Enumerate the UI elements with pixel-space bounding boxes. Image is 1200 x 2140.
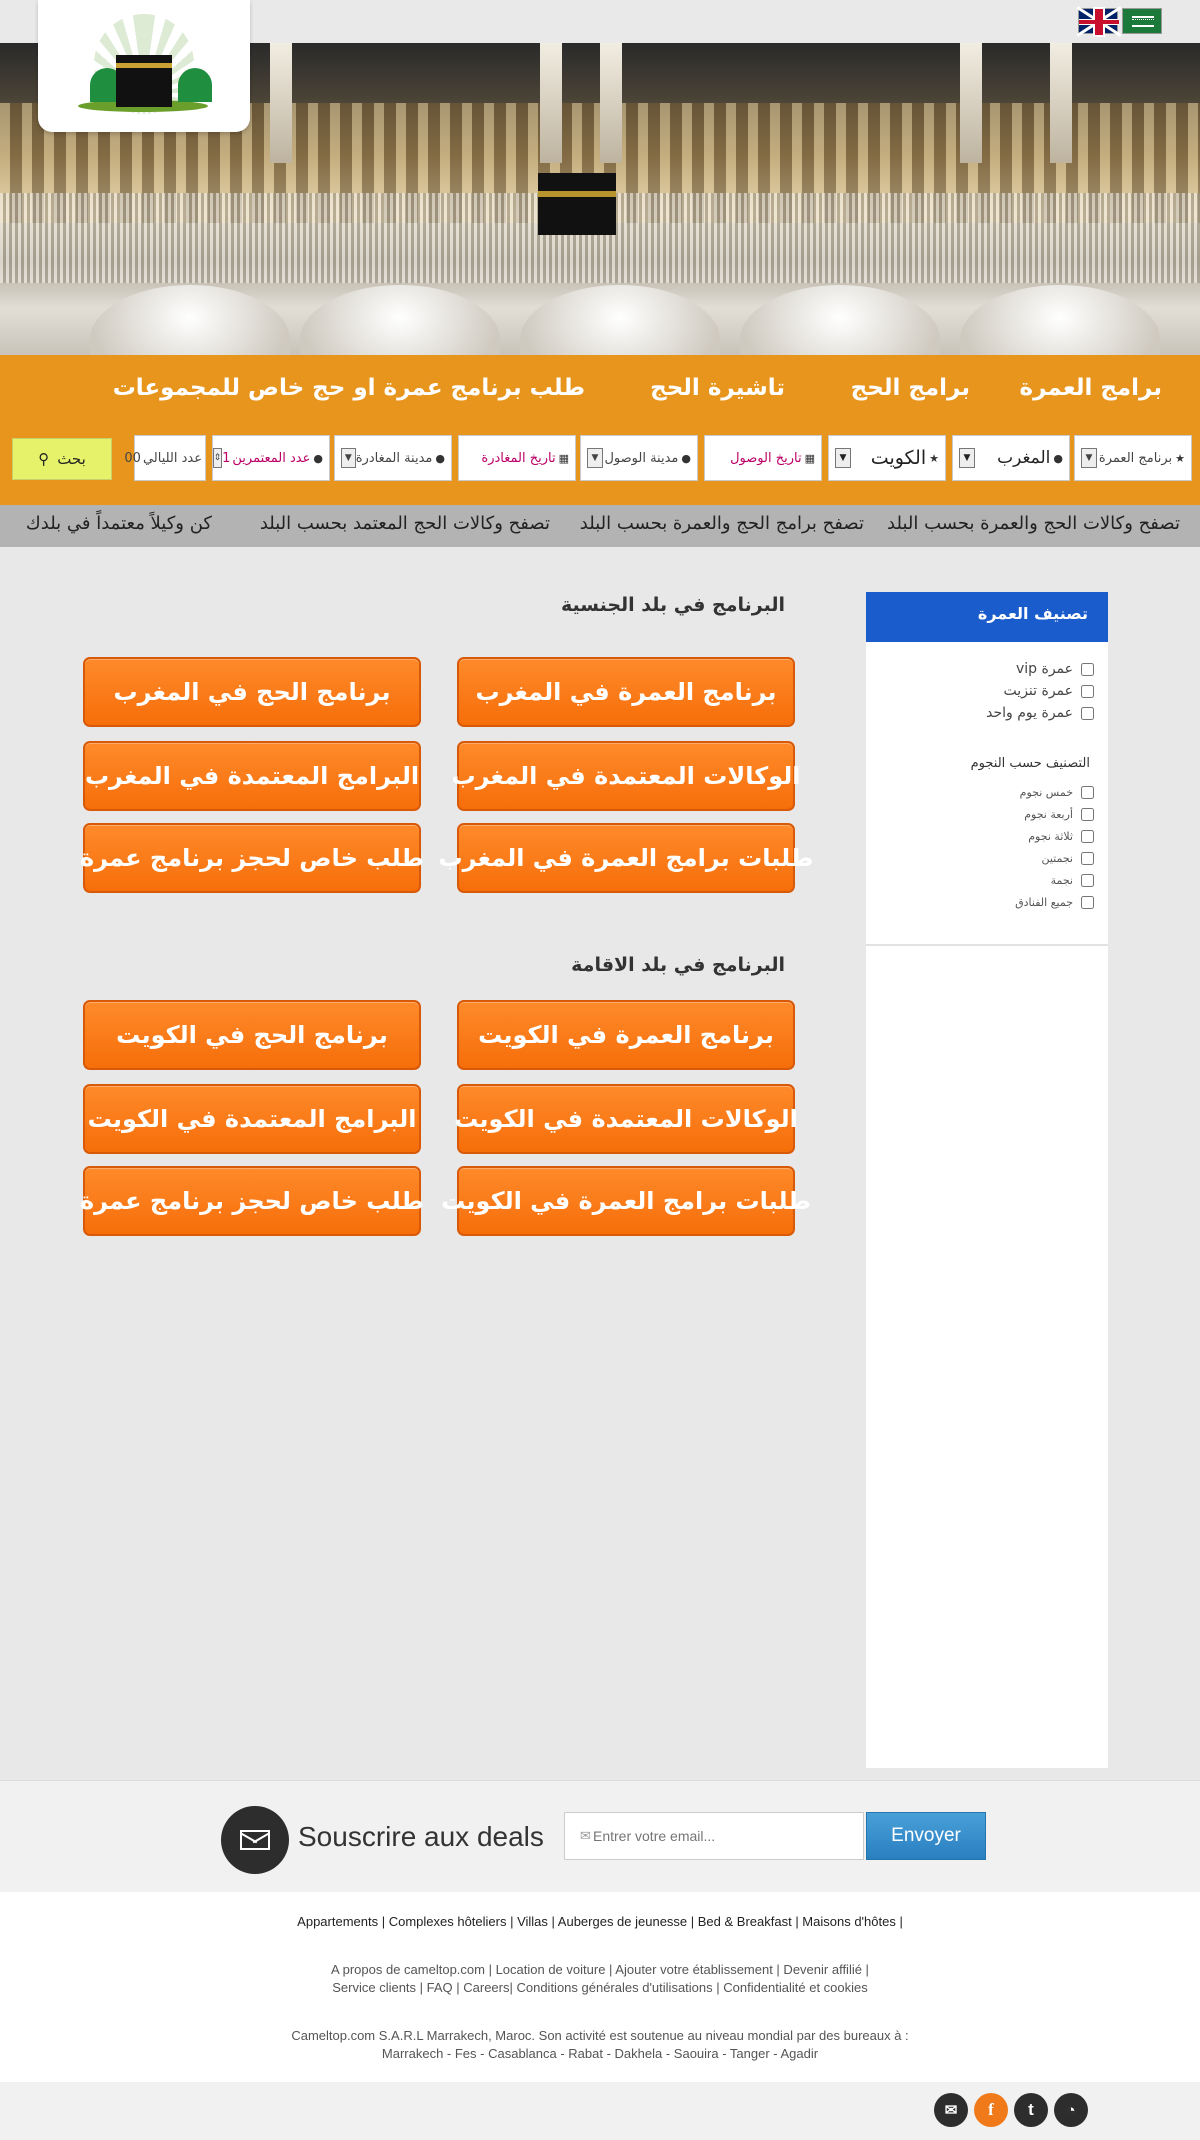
search-form (0, 435, 1200, 483)
filter-four-stars[interactable]: أربعة نجوم (880, 803, 1094, 825)
ticker-link-become-agent[interactable]: كن وكيلاً معتمداً في بلدك (25, 513, 212, 534)
chevron-down-icon: ▼ (587, 448, 603, 468)
nights-count-input[interactable]: عدد الليالي 00 (134, 435, 206, 481)
star-icon: ★ (1175, 451, 1185, 465)
saudi-flag-icon[interactable] (1122, 8, 1162, 34)
filter-umrah-vip[interactable]: عمرة vip (880, 658, 1094, 680)
checkbox[interactable] (1081, 852, 1094, 865)
map-pin-icon: ● (435, 451, 445, 465)
residence-select[interactable]: ★ الكويت ▼ (828, 435, 946, 481)
footer (0, 1892, 1200, 2140)
button-umrah-requests-nationality[interactable]: طلبات برامج العمرة في المغرب (457, 823, 795, 893)
nav-link-umrah-programs[interactable]: برامج العمرة (1019, 375, 1162, 401)
mail-icon[interactable]: ✉ (934, 2093, 968, 2127)
filter-umrah-discount[interactable]: عمرة تنزيت (880, 680, 1094, 702)
checkbox[interactable] (1081, 896, 1094, 909)
checkbox[interactable] (1081, 786, 1094, 799)
kaaba-image (538, 173, 616, 235)
chevron-down-icon: ▼ (959, 448, 975, 468)
filter-sidebar (866, 592, 1108, 1768)
button-umrah-program-nationality[interactable]: برنامج العمرة في المغرب (457, 657, 795, 727)
sidebar-title: تصنيف العمرة (866, 592, 1108, 642)
button-hajj-program-residence[interactable]: برنامج الحج في الكويت (83, 1000, 421, 1070)
departure-city-select[interactable]: ● مدينة المغادرة ▼ (334, 435, 452, 481)
envelope-icon: ✉ (580, 1829, 591, 1844)
ticker-link-programs-by-country[interactable]: تصفح برامج الحج والعمرة بحسب البلد (579, 513, 864, 534)
button-agencies-nationality[interactable]: الوكالات المعتمدة في المغرب (457, 741, 795, 811)
arrival-date-input[interactable]: ▦ تاريخ الوصول (704, 435, 822, 481)
nav-link-hajj-programs[interactable]: برامج الحج (850, 375, 970, 401)
chevron-down-icon: ▼ (835, 448, 851, 468)
footer-offices: Marrakech - Fes - Casablanca - Rabat - Dakhela - Saouira - Tanger - Agadir (381, 2046, 819, 2061)
main-nav (0, 355, 1200, 505)
nav-link-hajj-visa[interactable]: تاشيرة الحج (650, 375, 785, 401)
calendar-icon: ▦ (558, 451, 569, 465)
newsletter-title: Souscrire aux deals (298, 1821, 544, 1852)
nationality-select[interactable]: ● المغرب ▼ (952, 435, 1070, 481)
filter-three-stars[interactable]: ثلاثة نجوم (880, 825, 1094, 847)
sidebar-divider (866, 944, 1108, 946)
footer-service-links[interactable]: Service clients | FAQ | Careers| Conditions générales d'utilisations | Confidentialité et cookies (332, 1980, 868, 1995)
user-icon: ● (1053, 451, 1063, 465)
filter-one-star[interactable]: نجمة (880, 869, 1094, 891)
mail-icon (221, 1806, 289, 1874)
button-programs-residence[interactable]: البرامج المعتمدة في الكويت (83, 1084, 421, 1154)
departure-date-input[interactable]: ▦ تاريخ المغادرة (458, 435, 576, 481)
button-special-request-residence[interactable]: طلب خاص لحجز برنامج عمرة (83, 1166, 421, 1236)
filter-five-stars[interactable]: خمس نجوم (880, 781, 1094, 803)
checkbox[interactable] (1081, 830, 1094, 843)
newsletter-submit-button[interactable]: Envoyer (866, 1812, 986, 1860)
browse-links-bar (0, 505, 1200, 547)
filter-umrah-one-day[interactable]: عمرة يوم واحد (880, 702, 1094, 724)
facebook-icon[interactable]: f (974, 2093, 1008, 2127)
pilgrims-count-input[interactable]: ● عدد المعتمرين 1 ⇕ (212, 435, 330, 481)
search-button[interactable]: بحث ⚲ (12, 438, 112, 480)
footer-company-links[interactable]: A propos de cameltop.com | Location de voiture | Ajouter votre établissement | Devenir affilié | (331, 1962, 869, 1977)
ticker-link-hajj-agencies-by-country[interactable]: تصفح وكالات الحج المعتمد بحسب البلد (259, 513, 550, 534)
button-hajj-program-nationality[interactable]: برنامج الحج في المغرب (83, 657, 421, 727)
button-agencies-residence[interactable]: الوكالات المعتمدة في الكويت (457, 1084, 795, 1154)
footer-social-bar (0, 2082, 1200, 2140)
residence-section-title: البرنامج في بلد الاقامة (571, 954, 785, 976)
checkbox[interactable] (1081, 874, 1094, 887)
program-type-select[interactable]: ★ برنامج العمرة ▼ (1074, 435, 1192, 481)
calendar-icon: ▦ (804, 451, 815, 465)
checkbox[interactable] (1081, 707, 1094, 720)
button-special-request-nationality[interactable]: طلب خاص لحجز برنامج عمرة (83, 823, 421, 893)
twitter-icon[interactable]: t (1014, 2093, 1048, 2127)
uk-flag-icon[interactable] (1078, 8, 1118, 34)
chevron-down-icon: ▼ (341, 448, 356, 468)
site-logo[interactable] (38, 0, 250, 132)
checkbox[interactable] (1081, 685, 1094, 698)
search-icon: ⚲ (38, 450, 50, 468)
checkbox[interactable] (1081, 808, 1094, 821)
ticker-link-agencies-by-country[interactable]: تصفح وكالات الحج والعمرة بحسب البلد (887, 513, 1180, 534)
filter-all-hotels[interactable]: جميع الفنادق (880, 891, 1094, 913)
chevron-down-icon: ▼ (1081, 448, 1097, 468)
button-programs-nationality[interactable]: البرامج المعتمدة في المغرب (83, 741, 421, 811)
map-pin-icon: ● (681, 451, 691, 465)
stars-filter-title: التصنيف حسب النجوم (970, 756, 1090, 771)
user-icon: ● (313, 451, 323, 465)
star-icon: ★ (929, 451, 939, 465)
newsletter-email-input[interactable] (564, 1812, 864, 1860)
footer-company-info: Cameltop.com S.A.R.L Marrakech, Maroc. Son activité est soutenue au niveau mondial par des bureaux à : (291, 2028, 909, 2043)
nationality-section-title: البرنامج في بلد الجنسية (560, 594, 785, 616)
arrival-city-select[interactable]: ● مدينة الوصول ▼ (580, 435, 698, 481)
checkbox[interactable] (1081, 663, 1094, 676)
button-umrah-requests-residence[interactable]: طلبات برامج العمرة في الكويت (457, 1166, 795, 1236)
stepper-icon[interactable]: ⇕ (213, 448, 223, 468)
footer-accommodation-links[interactable]: Appartements | Complexes hôteliers | Villas | Auberges de jeunesse | Bed & Breakfast | Maisons d'hôtes | (297, 1914, 903, 1929)
rss-icon[interactable]: ◔ (1054, 2093, 1088, 2127)
button-umrah-program-residence[interactable]: برنامج العمرة في الكويت (457, 1000, 795, 1070)
nav-link-group-request[interactable]: طلب برنامج عمرة او حج خاص للمجموعات (112, 375, 585, 401)
newsletter-section (0, 1780, 1200, 1892)
filter-two-stars[interactable]: نجمتين (880, 847, 1094, 869)
